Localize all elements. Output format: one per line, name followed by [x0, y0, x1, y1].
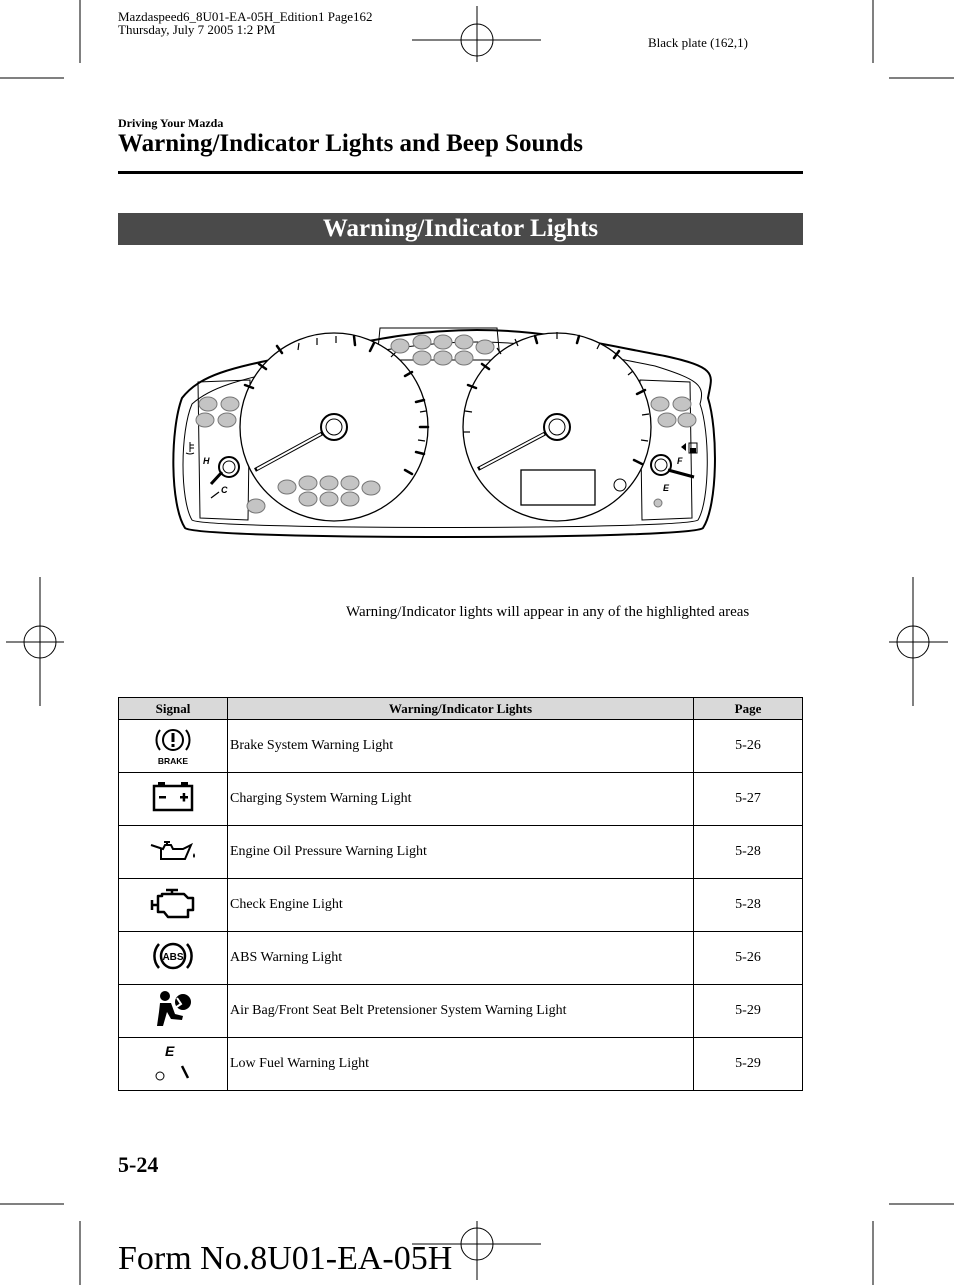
light-name: Brake System Warning Light — [228, 720, 694, 773]
page-number: 5-24 — [118, 1152, 159, 1177]
warning-lights-table — [118, 697, 803, 1091]
title-rule — [118, 171, 803, 174]
print-date-line: Thursday, July 7 2005 1:2 PM — [118, 22, 276, 37]
page-ref: 5-28 — [694, 879, 803, 932]
page-title: Warning/Indicator Lights and Beep Sounds — [118, 130, 583, 157]
oil-can-icon — [147, 837, 199, 863]
header-lights: Warning/Indicator Lights — [228, 698, 694, 720]
page-ref: 5-26 — [694, 932, 803, 985]
section-label: Driving Your Mazda — [118, 116, 224, 130]
thermometer-icon — [186, 442, 194, 454]
airbag-icon — [151, 988, 195, 1030]
header-page: Page — [694, 698, 803, 720]
fuel-pump-icon — [681, 443, 697, 453]
low-fuel-icon — [151, 1042, 195, 1082]
page-ref: 5-27 — [694, 773, 803, 826]
signal-cell — [119, 879, 228, 932]
signal-cell — [119, 1038, 228, 1091]
light-name: Charging System Warning Light — [228, 773, 694, 826]
light-name: Check Engine Light — [228, 879, 694, 932]
signal-cell — [119, 985, 228, 1038]
gauge-empty-label: E — [663, 483, 670, 493]
light-name: ABS Warning Light — [228, 932, 694, 985]
brake-warning-icon — [151, 722, 195, 766]
abs-icon — [151, 936, 195, 976]
signal-cell — [119, 932, 228, 985]
table-row — [119, 932, 803, 985]
abs-icon-text: ABS — [162, 951, 184, 963]
light-name: Low Fuel Warning Light — [228, 1038, 694, 1091]
low-fuel-icon-text: E — [165, 1042, 175, 1059]
signal-cell — [119, 720, 228, 773]
form-number: Form No.8U01-EA-05H — [118, 1240, 453, 1277]
gauge-hot-label: H — [203, 456, 210, 466]
light-name: Engine Oil Pressure Warning Light — [228, 826, 694, 879]
gauge-cold-label: C — [221, 485, 228, 495]
instrument-cluster-illustration — [165, 320, 725, 550]
battery-icon — [151, 780, 195, 814]
header-signal: Signal — [119, 698, 228, 720]
section-banner: Warning/Indicator Lights — [118, 213, 803, 245]
plate-label: Black plate (162,1) — [648, 35, 748, 50]
page-ref: 5-29 — [694, 985, 803, 1038]
signal-cell — [119, 826, 228, 879]
cluster-caption: Warning/Indicator lights will appear in any of the highlighted areas — [346, 604, 750, 620]
table-header-row — [119, 698, 803, 720]
print-file-line: Mazdaspeed6_8U01-EA-05H_Edition1 Page162 — [118, 9, 373, 24]
engine-icon — [148, 886, 198, 920]
table-row — [119, 720, 803, 773]
brake-icon-text: BRAKE — [157, 755, 189, 766]
table-row — [119, 985, 803, 1038]
table-row — [119, 773, 803, 826]
page-ref: 5-28 — [694, 826, 803, 879]
page-ref: 5-26 — [694, 720, 803, 773]
page-ref: 5-29 — [694, 1038, 803, 1091]
table-row — [119, 879, 803, 932]
signal-cell — [119, 773, 228, 826]
gauge-full-label: F — [677, 456, 683, 466]
table-row — [119, 826, 803, 879]
light-name: Air Bag/Front Seat Belt Pretensioner System Warning Light — [228, 985, 694, 1038]
table-row — [119, 1038, 803, 1091]
